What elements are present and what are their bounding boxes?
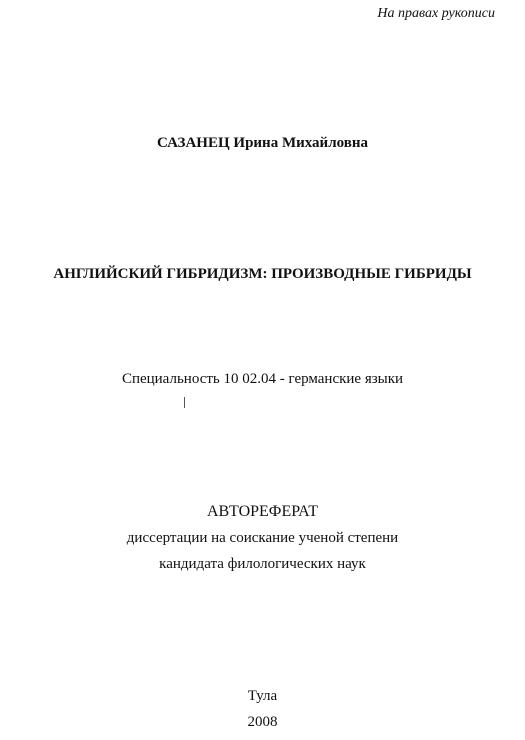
dissertation-title: АНГЛИЙСКИЙ ГИБРИДИЗМ: ПРОИЗВОДНЫЕ ГИБРИДЫ xyxy=(53,266,472,282)
rights-note: На правах рукописи xyxy=(377,6,495,21)
publication-city: Тула xyxy=(247,688,278,704)
author-name: САЗАНЕЦ Ирина Михайловна xyxy=(157,135,368,151)
publication-year: 2008 xyxy=(247,714,278,730)
document-description-line-2: кандидата филологических наук xyxy=(159,556,366,572)
text-cursor-mark xyxy=(184,397,185,408)
document-description-line-1: диссертации на соискание ученой степени xyxy=(126,530,399,546)
document-type: АВТОРЕФЕРАТ xyxy=(207,503,318,520)
specialty-line: Специальность 10 02.04 - германские языки xyxy=(121,371,404,387)
